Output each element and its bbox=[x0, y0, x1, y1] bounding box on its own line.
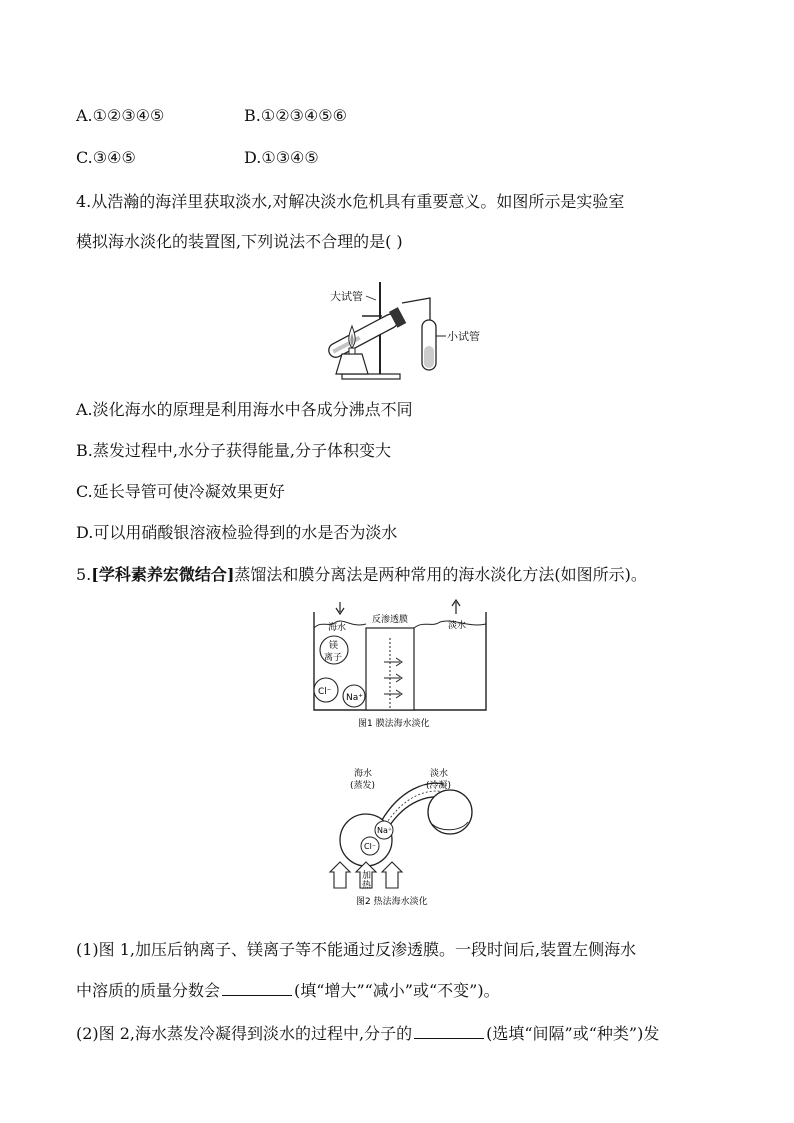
q5-number: 5. bbox=[76, 565, 92, 584]
q3-option-d: D.①③④⑤ bbox=[244, 148, 319, 167]
fig2-label-cl: Cl⁻ bbox=[364, 842, 377, 851]
fig1-label-mg-2: 离子 bbox=[324, 653, 343, 663]
q4-option-c: C.延长导管可使冷凝效果更好 bbox=[76, 482, 285, 501]
q5-sub1-pre: 中溶质的质量分数会 bbox=[76, 981, 221, 1000]
fig1-label-na: Na⁺ bbox=[346, 693, 363, 703]
fig1-label-freshwater: 淡水 bbox=[448, 621, 467, 631]
q4-distillation-figure bbox=[322, 276, 482, 386]
q5-tag: [学科素养宏微结合] bbox=[91, 565, 235, 584]
q3-option-b: B.①②③④⑤⑥ bbox=[244, 106, 347, 125]
fig1-membrane-desalination bbox=[308, 598, 492, 730]
q4-option-b: B.蒸发过程中,水分子获得能量,分子体积变大 bbox=[76, 441, 392, 460]
q5-stem-rest: 蒸馏法和膜分离法是两种常用的海水淡化方法(如图所示)。 bbox=[234, 565, 647, 584]
q4-stem-line1: 4.从浩瀚的海洋里获取淡水,对解决淡水危机具有重要意义。如图所示是实验室 bbox=[76, 192, 625, 211]
fig2-label-heat-1: 加 bbox=[362, 871, 372, 881]
fig2-label-heat-2: 热 bbox=[362, 881, 372, 891]
q5-sub1-line1: (1)图 1,加压后钠离子、镁离子等不能通过反渗透膜。一段时间后,装置左侧海水 bbox=[76, 940, 637, 959]
fig1-label-cl: Cl⁻ bbox=[318, 687, 332, 697]
q4-option-d: D.可以用硝酸银溶液检验得到的水是否为淡水 bbox=[76, 523, 398, 542]
q5-sub2-post: (选填“间隔”或“种类”)发 bbox=[486, 1024, 660, 1043]
q5-sub2-pre: (2)图 2,海水蒸发冷凝得到淡水的过程中,分子的 bbox=[76, 1024, 413, 1043]
q3-option-c: C.③④⑤ bbox=[76, 148, 136, 167]
fig1-caption: 图1 膜法海水淡化 bbox=[358, 719, 430, 729]
fig1-label-membrane: 反渗透膜 bbox=[372, 615, 409, 625]
fig2-label-na: Na⁺ bbox=[377, 826, 393, 835]
q3-option-a: A.①②③④⑤ bbox=[76, 106, 165, 125]
q5-stem bbox=[76, 565, 647, 585]
fig2-label-evap: (蒸发) bbox=[350, 781, 376, 791]
fig2-label-seawater: 海水 bbox=[354, 769, 373, 779]
q4-stem-line2: 模拟海水淡化的装置图,下列说法不合理的是( ) bbox=[76, 232, 403, 251]
label-big-tube: 大试管 bbox=[330, 290, 363, 303]
q5-sub1-line2 bbox=[76, 981, 500, 1001]
fig2-label-cond: (冷凝) bbox=[426, 781, 452, 791]
q4-option-a: A.淡化海水的原理是利用海水中各成分沸点不同 bbox=[76, 400, 413, 419]
q5-sub1-blank[interactable] bbox=[222, 981, 292, 996]
q5-sub2-line bbox=[76, 1024, 659, 1044]
fig1-label-mg-1: 镁 bbox=[329, 641, 339, 651]
q5-sub1-post: (填“增大”“减小”或“不变”)。 bbox=[294, 981, 500, 1000]
label-small-tube: 小试管 bbox=[447, 330, 480, 343]
fig2-caption: 图2 热法海水淡化 bbox=[356, 897, 428, 907]
fig2-label-freshwater: 淡水 bbox=[430, 769, 449, 779]
q5-sub2-blank[interactable] bbox=[414, 1024, 484, 1039]
fig2-thermal-desalination bbox=[326, 762, 476, 910]
fig1-label-seawater: 海水 bbox=[328, 623, 347, 633]
